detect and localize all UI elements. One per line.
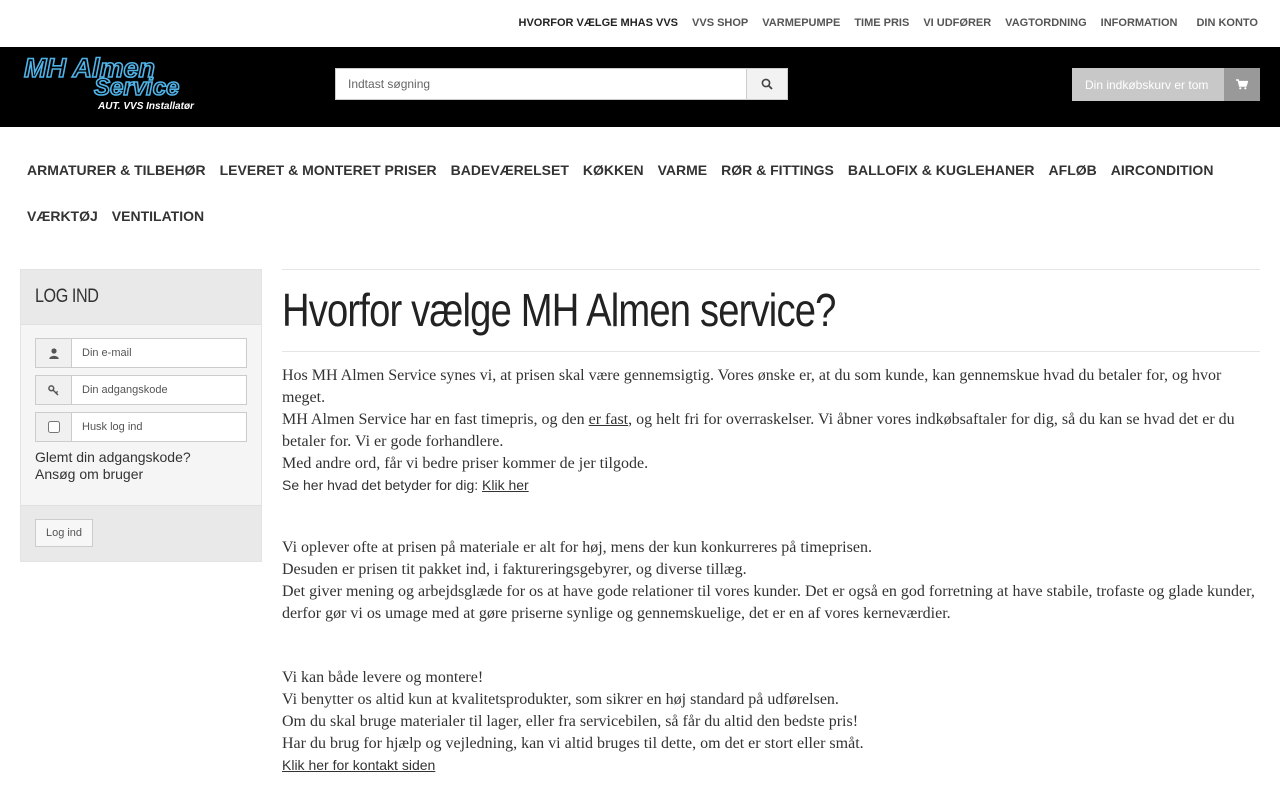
topnav-item-on-call[interactable]: VAGTORDNING — [1005, 17, 1087, 29]
category-nav — [20, 147, 1260, 239]
spacer — [282, 495, 1260, 537]
category-bathroom[interactable]: BADEVÆRELSET — [450, 162, 569, 178]
category-fittings-accessories[interactable]: ARMATURER & TILBEHØR — [27, 162, 206, 178]
paragraph — [282, 755, 1260, 775]
category-nav-row-2 — [20, 193, 1260, 239]
remember-field-group — [35, 412, 247, 442]
topnav-item-why[interactable]: HVORFOR VÆLGE MHAS VVS — [518, 17, 679, 29]
password-input[interactable] — [72, 376, 246, 404]
divider — [282, 351, 1260, 352]
cart-icon — [1236, 79, 1248, 90]
category-nav-row-1 — [20, 147, 1260, 193]
paragraph: Med andre ord, får vi bedre priser kommer de jer tilgode. — [282, 455, 649, 472]
login-button[interactable]: Log ind — [35, 519, 93, 547]
cart-widget[interactable] — [1072, 68, 1260, 101]
email-field-group — [35, 338, 247, 368]
paragraph: Vi kan både levere og montere! — [282, 669, 484, 686]
paragraph-text: , og helt fri for overraskelser. Vi åbner vores indkøbsaftaler for dig, så du kan se hvad det er du betaler for. Vi er gode forhandlere. — [282, 411, 1235, 450]
cart-button[interactable] — [1224, 68, 1260, 101]
remember-label: Husk log ind — [82, 421, 143, 433]
paragraph: Vi oplever ofte at prisen på materiale er alt for høj, mens der kun konkurreres på timeprisen. — [282, 539, 872, 556]
paragraph: Om du skal bruge materialer til lager, eller fra servicebilen, så får du altid den bedste pris! — [282, 713, 859, 730]
category-kitchen[interactable]: KØKKEN — [582, 162, 644, 178]
search-input[interactable] — [335, 68, 746, 100]
paragraph-text: Se her hvad det betyder for dig: — [282, 477, 483, 493]
topnav-item-hourly-rate[interactable]: TIME PRIS — [854, 17, 910, 29]
topnav-item-services[interactable]: VI UDFØRER — [923, 17, 992, 29]
site-header — [0, 47, 1280, 127]
login-title: LOG IND — [35, 286, 99, 307]
top-bar — [0, 0, 1280, 47]
main-content — [282, 269, 1260, 775]
key-icon — [48, 385, 59, 396]
login-links — [35, 449, 191, 483]
category-ballofix-ball-valves[interactable]: BALLOFIX & KUGLEHANER — [847, 162, 1035, 178]
login-panel-header — [21, 270, 261, 325]
logo-graphic — [22, 52, 218, 110]
email-addon — [36, 339, 72, 367]
paragraph: Det giver mening og arbejdsglæde for os at have gode relationer til vores kunder. Det er også en god forretning at have stabile, trofaste og glade kunder, derfor gør vi os umage med at gøre priserne synlige og gennemskuelige, det er en af vores kerneværdier. — [282, 583, 1255, 622]
article-body — [282, 365, 1260, 775]
search-icon — [761, 78, 773, 90]
paragraph-text: MH Almen Service har en fast timepris, og den — [282, 411, 589, 428]
apply-user-link[interactable]: Ansøg om bruger — [35, 466, 144, 482]
paragraph: Vi benytter os altid kun at kvalitetsprodukter, som sikrer en høj standard på udførelsen. — [282, 691, 839, 708]
contact-page-link[interactable]: Klik her for kontakt siden — [282, 757, 436, 773]
search-form — [335, 68, 788, 100]
site-logo[interactable] — [22, 52, 218, 110]
topnav-item-heatpump[interactable]: VARMEPUMPE — [762, 17, 841, 29]
category-tools[interactable]: VÆRKTØJ — [27, 208, 98, 224]
topnav-item-information[interactable]: INFORMATION — [1100, 17, 1178, 29]
password-field-group — [35, 375, 247, 405]
search-button[interactable] — [746, 68, 788, 100]
paragraph: Desuden er prisen tit pakket ind, i faktureringsgebyrer, og diverse tillæg. — [282, 561, 747, 578]
paragraph: Hos MH Almen Service synes vi, at prisen skal være gennemsigtig. Vores ønske er, at du som kunde, kan gennemskue hvad du betaler for, og hvor meget. — [282, 367, 1222, 406]
remember-addon — [36, 413, 72, 441]
login-panel-footer — [21, 505, 261, 561]
top-nav — [505, 17, 1259, 29]
login-panel — [20, 269, 262, 562]
click-here-link[interactable]: Klik her — [482, 477, 529, 493]
password-addon — [36, 376, 72, 404]
logo-line-2: Service — [94, 74, 180, 101]
paragraph — [282, 475, 1260, 495]
category-heating[interactable]: VARME — [657, 162, 708, 178]
logo-line-3: AUT. VVS Installatør — [98, 101, 194, 110]
remember-checkbox[interactable] — [48, 421, 60, 433]
category-delivered-mounted-prices[interactable]: LEVERET & MONTERET PRISER — [219, 162, 437, 178]
page-title: Hvorfor vælge MH Almen service? — [282, 284, 836, 336]
paragraph — [282, 409, 1260, 453]
fixed-price-link[interactable]: er fast — [588, 411, 629, 428]
topnav-item-account[interactable]: DIN KONTO — [1196, 17, 1258, 29]
paragraph: Har du brug for hjælp og vejledning, kan vi altid bruges til dette, om det er stort eller småt. — [282, 735, 864, 752]
forgot-password-link[interactable]: Glemt din adgangskode? — [35, 449, 191, 465]
user-icon — [49, 348, 59, 359]
category-drain[interactable]: AFLØB — [1048, 162, 1097, 178]
topnav-item-shop[interactable]: VVS SHOP — [692, 17, 749, 29]
category-pipes-fittings[interactable]: RØR & FITTINGS — [721, 162, 834, 178]
spacer — [282, 625, 1260, 667]
email-input[interactable] — [72, 339, 246, 367]
cart-status[interactable]: Din indkøbskurv er tom — [1072, 68, 1224, 101]
category-ventilation[interactable]: VENTILATION — [111, 208, 205, 224]
divider — [282, 269, 1260, 270]
logo-line-1: MH Almen — [24, 53, 156, 83]
category-aircondition[interactable]: AIRCONDITION — [1110, 162, 1214, 178]
